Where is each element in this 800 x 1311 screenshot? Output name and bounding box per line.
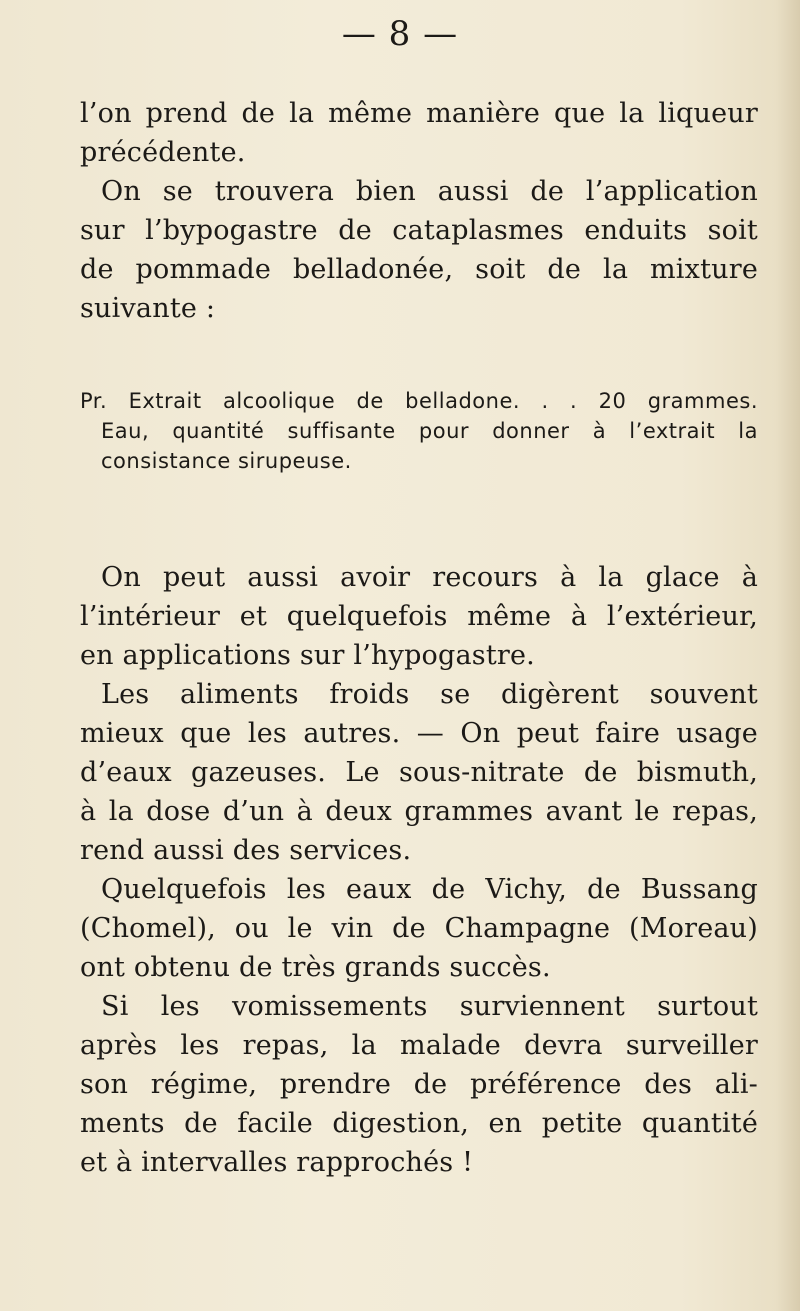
- text-line: l’on prend de la même manière que la liqueur: [80, 98, 758, 129]
- text-line: ont obtenu de très grands succès.: [80, 952, 551, 983]
- text-line: rend aussi des services.: [80, 835, 412, 866]
- page-number: — 8 —: [341, 14, 459, 54]
- paragraph-start-line: On peut aussi avoir recours à la glace à: [101, 562, 758, 593]
- paragraph-start-line: Les aliments froids se digèrent souvent: [101, 679, 758, 710]
- prescription-line: consistance sirupeuse.: [101, 449, 352, 473]
- text-line: (Chomel), ou le vin de Champagne (Moreau): [80, 913, 758, 944]
- text-line: l’intérieur et quelquefois même à l’extérieur,: [80, 601, 758, 632]
- prescription-line: Pr. Extrait alcoolique de belladone. . . 20 grammes.: [80, 389, 758, 413]
- text-line: de pommade belladonée, soit de la mixture: [80, 254, 758, 285]
- paragraph-start-line: Quelquefois les eaux de Vichy, de Bussang: [101, 874, 758, 905]
- text-line: d’eaux gazeuses. Le sous-nitrate de bismuth,: [80, 757, 758, 788]
- text-line: sur l’bypogastre de cataplasmes enduits soit: [80, 215, 758, 246]
- text-line: à la dose d’un à deux grammes avant le repas,: [80, 796, 758, 827]
- text-line: et à intervalles rapprochés !: [80, 1147, 474, 1178]
- paragraph-start-line: Si les vomissements surviennent surtout: [101, 991, 758, 1022]
- text-line: après les repas, la malade devra surveiller: [80, 1030, 758, 1061]
- text-line: suivante :: [80, 293, 216, 324]
- prescription-line: Eau, quantité suffisante pour donner à l’extrait la: [101, 419, 758, 443]
- text-line: mieux que les autres. — On peut faire usage: [80, 718, 758, 749]
- paragraph-start-line: On se trouvera bien aussi de l’application: [101, 176, 758, 207]
- text-line: en applications sur l’hypogastre.: [80, 640, 535, 671]
- text-line: ments de facile digestion, en petite quantité: [80, 1108, 758, 1139]
- text-line: son régime, prendre de préférence des ali-: [80, 1069, 758, 1100]
- text-line: précédente.: [80, 137, 246, 168]
